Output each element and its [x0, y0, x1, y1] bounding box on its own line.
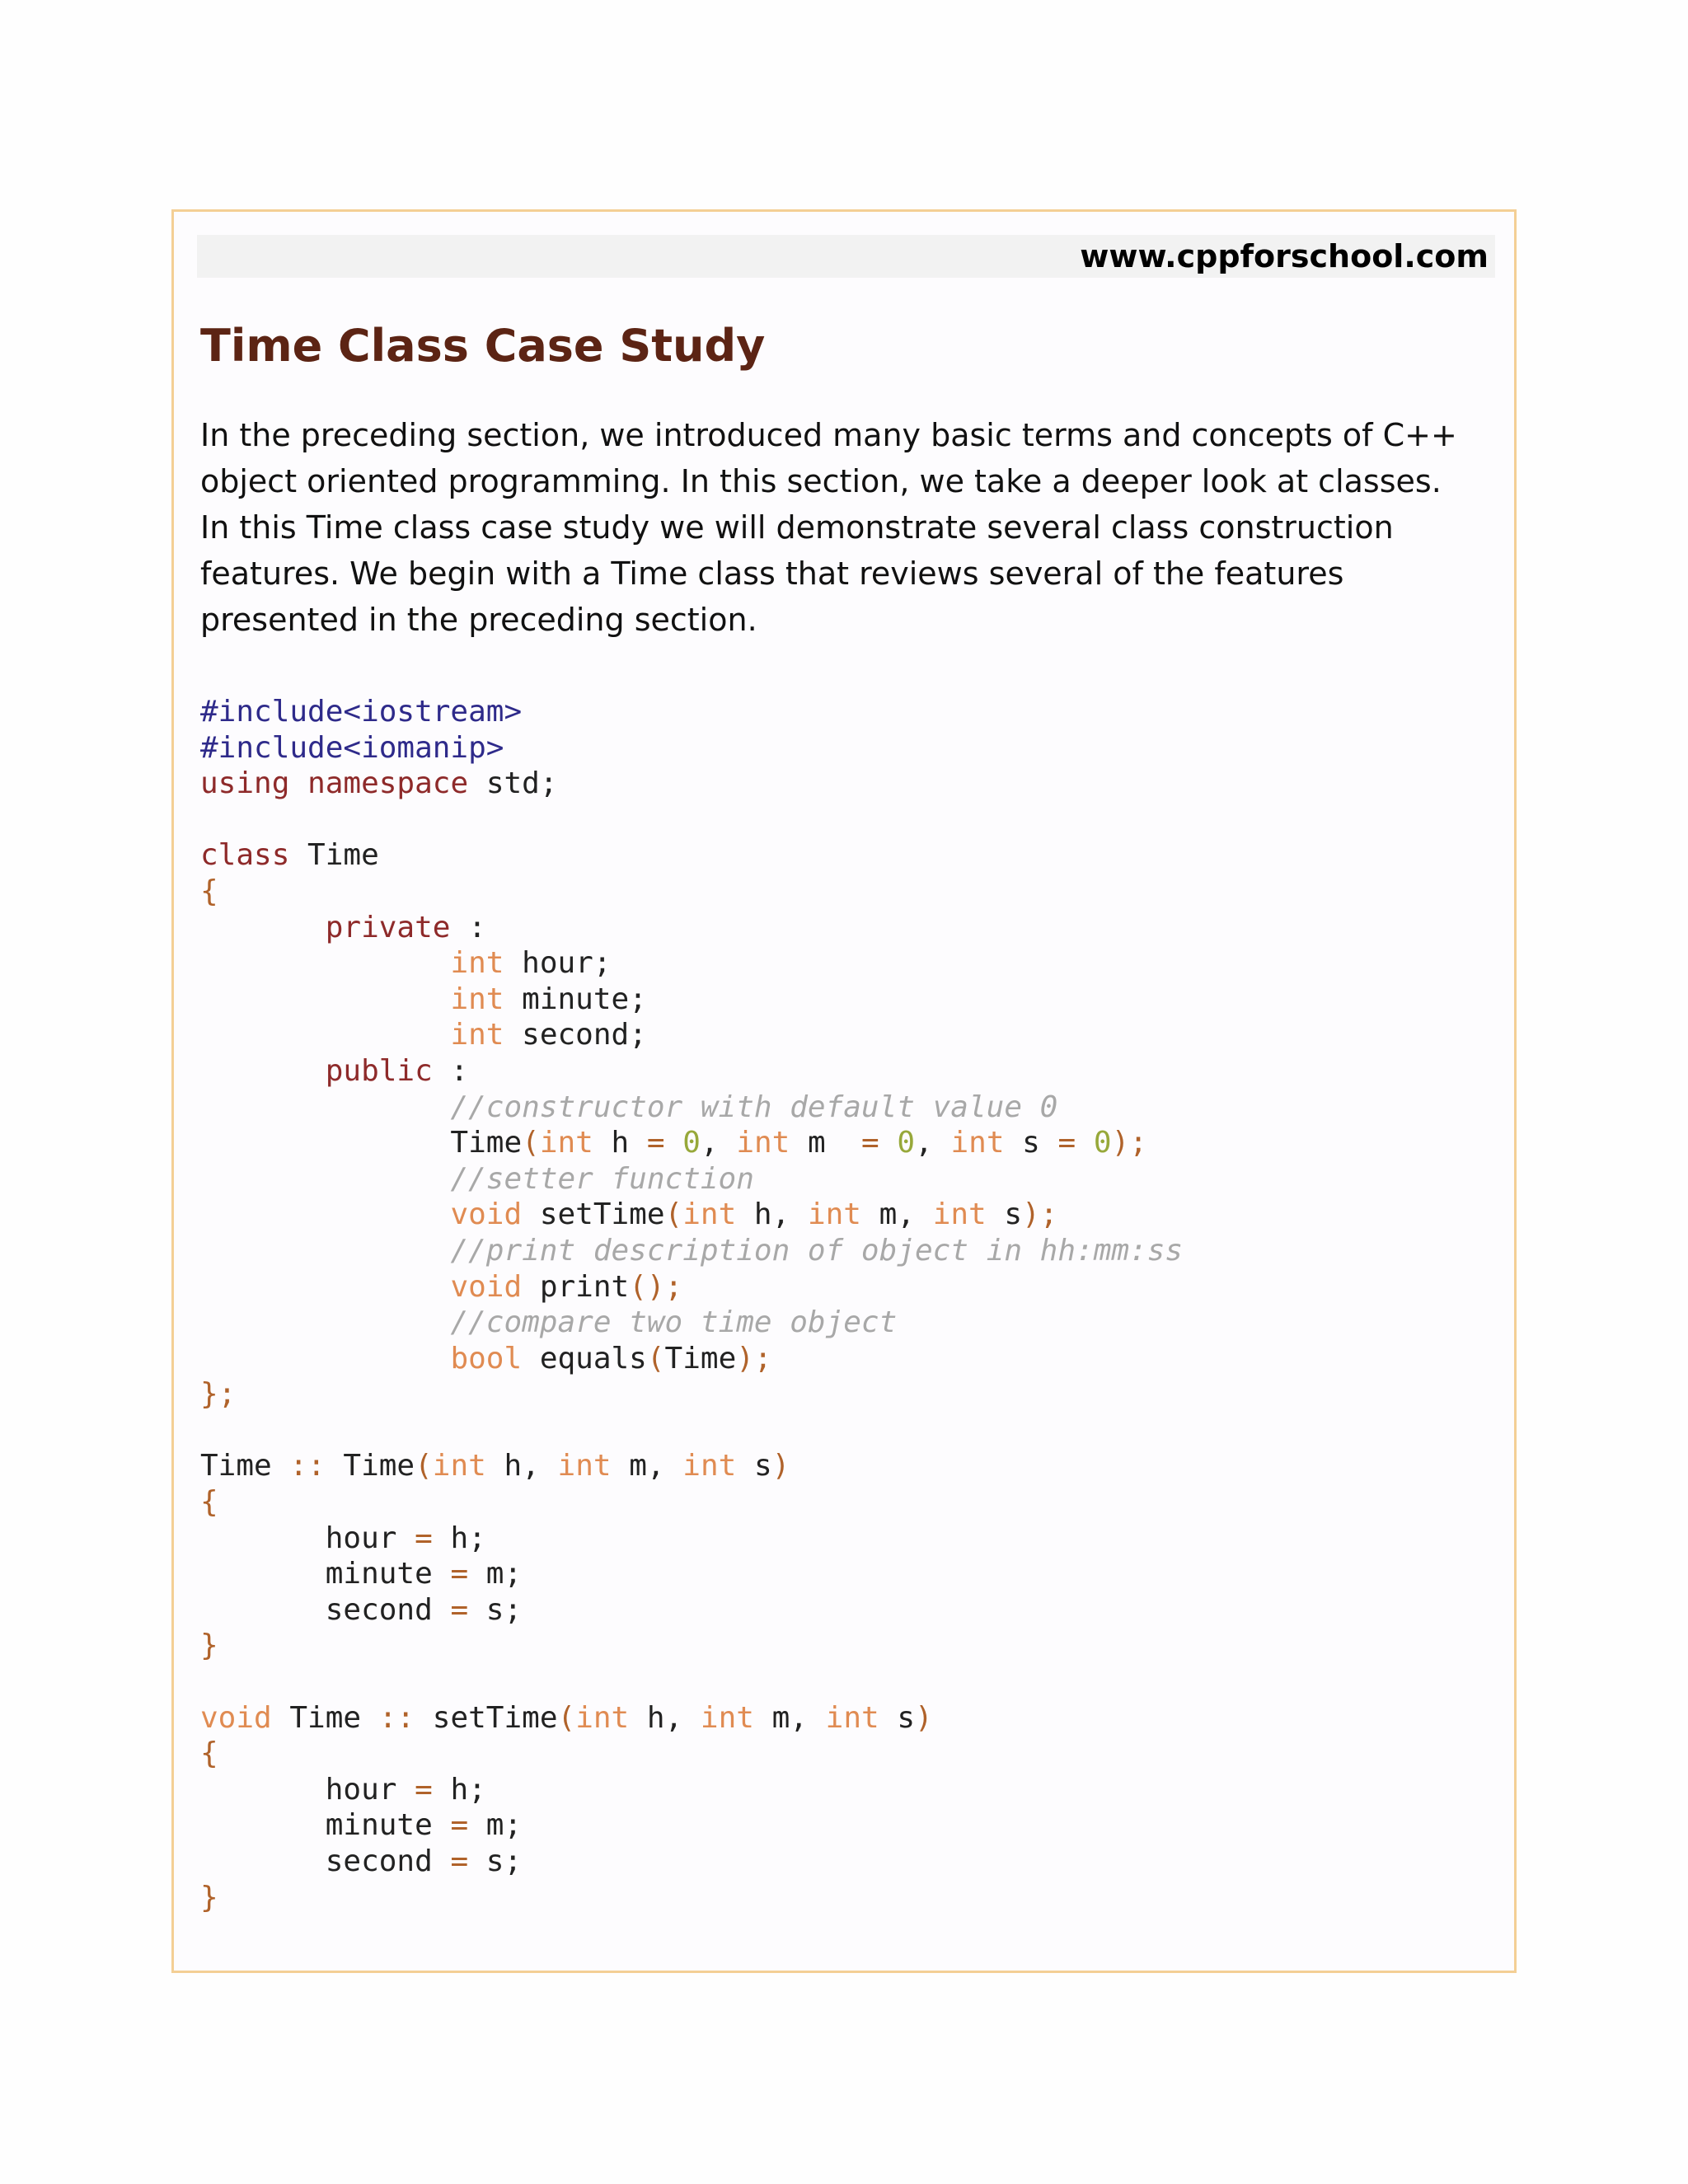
- code-token: int: [575, 1700, 630, 1735]
- code-token: [200, 911, 326, 944]
- code-token: [200, 1305, 450, 1339]
- code-token: =: [415, 1521, 433, 1555]
- code-token: ::: [378, 1700, 415, 1735]
- code-token: ::: [289, 1449, 326, 1483]
- code-token: Time: [200, 1449, 290, 1483]
- code-token: std;: [468, 766, 558, 801]
- code-token: =: [450, 1557, 469, 1591]
- code-token: int: [700, 1700, 754, 1735]
- code-token: s: [986, 1197, 1023, 1232]
- code-line: [200, 1628, 1183, 1664]
- code-token: hour: [200, 1521, 415, 1555]
- code-token: h,: [736, 1197, 808, 1232]
- code-line: [200, 694, 1183, 730]
- code-token: int: [432, 1449, 486, 1483]
- code-token: equals: [522, 1341, 647, 1376]
- code-token: int: [450, 982, 504, 1016]
- code-token: [289, 766, 307, 800]
- code-listing: [200, 694, 1183, 1915]
- code-token: (: [415, 1449, 433, 1483]
- code-token: h,: [629, 1700, 701, 1735]
- code-line: [200, 1521, 1183, 1557]
- code-token: h: [593, 1126, 647, 1160]
- code-line: [200, 1844, 1183, 1880]
- code-token: m;: [468, 1808, 523, 1843]
- code-token: [200, 1054, 326, 1088]
- code-token: [665, 1126, 683, 1160]
- code-line: [200, 1090, 1183, 1126]
- intro-line: In this Time class case study we will demonstrate several class construction: [200, 509, 1394, 546]
- code-token: int: [807, 1197, 861, 1232]
- code-token: =: [450, 1592, 469, 1627]
- code-token: [200, 1018, 450, 1052]
- code-token: h;: [432, 1521, 486, 1555]
- code-line: [200, 1413, 1183, 1449]
- code-token: int: [450, 1018, 504, 1052]
- code-line: [200, 1269, 1183, 1305]
- code-token: };: [200, 1377, 237, 1412]
- code-line: [200, 1556, 1183, 1592]
- code-token: =: [861, 1126, 879, 1160]
- code-token: s;: [468, 1844, 523, 1878]
- code-token: );: [1111, 1126, 1147, 1160]
- code-token: m;: [468, 1557, 523, 1591]
- code-token: m,: [753, 1700, 826, 1735]
- intro-line: object oriented programming. In this section, we take a deeper look at classes.: [200, 463, 1442, 499]
- code-token: m: [790, 1126, 862, 1160]
- intro-paragraph: [200, 412, 1503, 643]
- code-token: ();: [629, 1269, 683, 1304]
- code-line: [200, 1197, 1183, 1233]
- code-line: [200, 1807, 1183, 1844]
- intro-line: features. We begin with a Time class that reviews several of the features: [200, 555, 1344, 592]
- code-token: void: [450, 1197, 523, 1232]
- code-line: [200, 982, 1183, 1018]
- code-token: ,: [915, 1126, 951, 1160]
- code-token: int: [825, 1700, 879, 1735]
- code-line: [200, 837, 1183, 874]
- code-line: [200, 1233, 1183, 1269]
- code-token: class: [200, 838, 290, 873]
- code-token: hour: [200, 1772, 415, 1807]
- code-token: s: [879, 1700, 916, 1735]
- code-line: [200, 1448, 1183, 1484]
- code-token: =: [450, 1844, 469, 1878]
- code-line: [200, 1592, 1183, 1629]
- code-token: [200, 982, 450, 1016]
- intro-line: In the preceding section, we introduced many basic terms and concepts of C++: [200, 417, 1457, 453]
- code-token: int: [932, 1197, 987, 1232]
- code-token: =: [646, 1126, 665, 1160]
- code-token: [1076, 1126, 1094, 1160]
- code-token: ): [915, 1700, 933, 1735]
- code-line: [200, 730, 1183, 766]
- code-token: h;: [432, 1772, 486, 1807]
- code-token: ): [771, 1449, 790, 1483]
- code-token: void: [450, 1269, 523, 1304]
- code-token: (: [646, 1341, 665, 1376]
- site-url-header[interactable]: www.cppforschool.com: [197, 235, 1495, 278]
- code-token: (: [664, 1197, 683, 1232]
- code-token: =: [450, 1808, 469, 1843]
- code-line: [200, 1736, 1183, 1772]
- code-token: int: [450, 946, 504, 981]
- code-token: int: [736, 1126, 790, 1160]
- code-line: [200, 1772, 1183, 1808]
- code-line: [200, 1161, 1183, 1197]
- code-token: (: [522, 1126, 540, 1160]
- code-line: [200, 1305, 1183, 1341]
- code-token: #include<iomanip>: [200, 730, 504, 765]
- code-token: s;: [468, 1592, 523, 1627]
- code-token: setTime: [522, 1197, 665, 1232]
- code-token: s: [1004, 1126, 1058, 1160]
- code-token: =: [1057, 1126, 1076, 1160]
- code-token: );: [736, 1341, 772, 1376]
- code-line: [200, 945, 1183, 982]
- code-token: }: [200, 1629, 218, 1663]
- code-token: :: [432, 1053, 469, 1088]
- code-line: [200, 1700, 1183, 1736]
- code-token: Time: [325, 1449, 415, 1483]
- code-token: //constructor with default value 0: [450, 1090, 1058, 1124]
- code-token: bool: [450, 1341, 523, 1376]
- code-token: int: [682, 1197, 737, 1232]
- code-token: [200, 1197, 450, 1231]
- code-token: minute: [200, 1557, 451, 1591]
- code-token: int: [539, 1126, 593, 1160]
- code-line: [200, 910, 1183, 946]
- code-token: h,: [485, 1449, 558, 1483]
- code-token: hour;: [504, 946, 612, 981]
- code-token: 0: [897, 1126, 916, 1160]
- code-token: m,: [611, 1449, 683, 1483]
- code-token: [200, 1270, 450, 1304]
- code-token: setTime: [415, 1700, 558, 1735]
- code-line: [200, 1664, 1183, 1700]
- code-token: //compare two time object: [450, 1305, 898, 1340]
- code-token: Time: [271, 1700, 379, 1735]
- code-token: int: [950, 1126, 1005, 1160]
- code-token: //setter function: [450, 1161, 754, 1196]
- code-line: [200, 1017, 1183, 1053]
- code-token: namespace: [307, 766, 469, 801]
- code-token: :: [450, 910, 486, 944]
- code-token: [879, 1126, 898, 1160]
- code-token: void: [200, 1700, 272, 1735]
- code-token: Time: [664, 1341, 737, 1376]
- code-token: [200, 1090, 450, 1124]
- code-token: s: [736, 1449, 772, 1483]
- code-line: [200, 874, 1183, 910]
- code-line: [200, 1341, 1183, 1377]
- code-token: }: [200, 1880, 218, 1915]
- code-token: [200, 1342, 450, 1376]
- code-token: ,: [700, 1126, 737, 1160]
- code-token: using: [200, 766, 290, 801]
- code-token: 0: [682, 1126, 701, 1160]
- page-title: Time Class Case Study: [200, 320, 766, 372]
- code-token: public: [325, 1053, 433, 1088]
- code-token: int: [682, 1449, 737, 1483]
- code-token: minute: [200, 1808, 451, 1843]
- code-token: (: [557, 1700, 576, 1735]
- code-token: Time: [200, 1126, 523, 1160]
- code-token: {: [200, 1485, 218, 1520]
- code-token: second: [200, 1844, 451, 1878]
- code-token: print: [522, 1269, 630, 1304]
- page-frame: [171, 209, 1517, 1973]
- code-token: second: [200, 1592, 451, 1627]
- code-token: {: [200, 1736, 218, 1771]
- code-line: [200, 802, 1183, 838]
- code-token: 0: [1093, 1126, 1112, 1160]
- code-line: [200, 1125, 1183, 1161]
- code-token: [200, 1162, 450, 1196]
- code-token: m,: [860, 1197, 933, 1232]
- code-token: );: [1022, 1197, 1058, 1232]
- code-token: =: [415, 1772, 433, 1807]
- code-line: [200, 1053, 1183, 1090]
- code-token: [200, 946, 450, 980]
- code-token: minute;: [504, 982, 647, 1016]
- code-token: //print description of object in hh:mm:ss: [450, 1233, 1184, 1268]
- code-token: {: [200, 874, 218, 908]
- code-line: [200, 1376, 1183, 1413]
- code-token: Time: [289, 838, 379, 873]
- code-token: private: [325, 910, 451, 944]
- code-line: [200, 1484, 1183, 1521]
- code-token: #include<iostream>: [200, 695, 523, 729]
- intro-line: presented in the preceding section.: [200, 602, 757, 638]
- code-line: [200, 1880, 1183, 1916]
- code-token: second;: [504, 1018, 647, 1052]
- code-token: [200, 1234, 450, 1268]
- code-line: [200, 766, 1183, 802]
- code-token: int: [557, 1449, 612, 1483]
